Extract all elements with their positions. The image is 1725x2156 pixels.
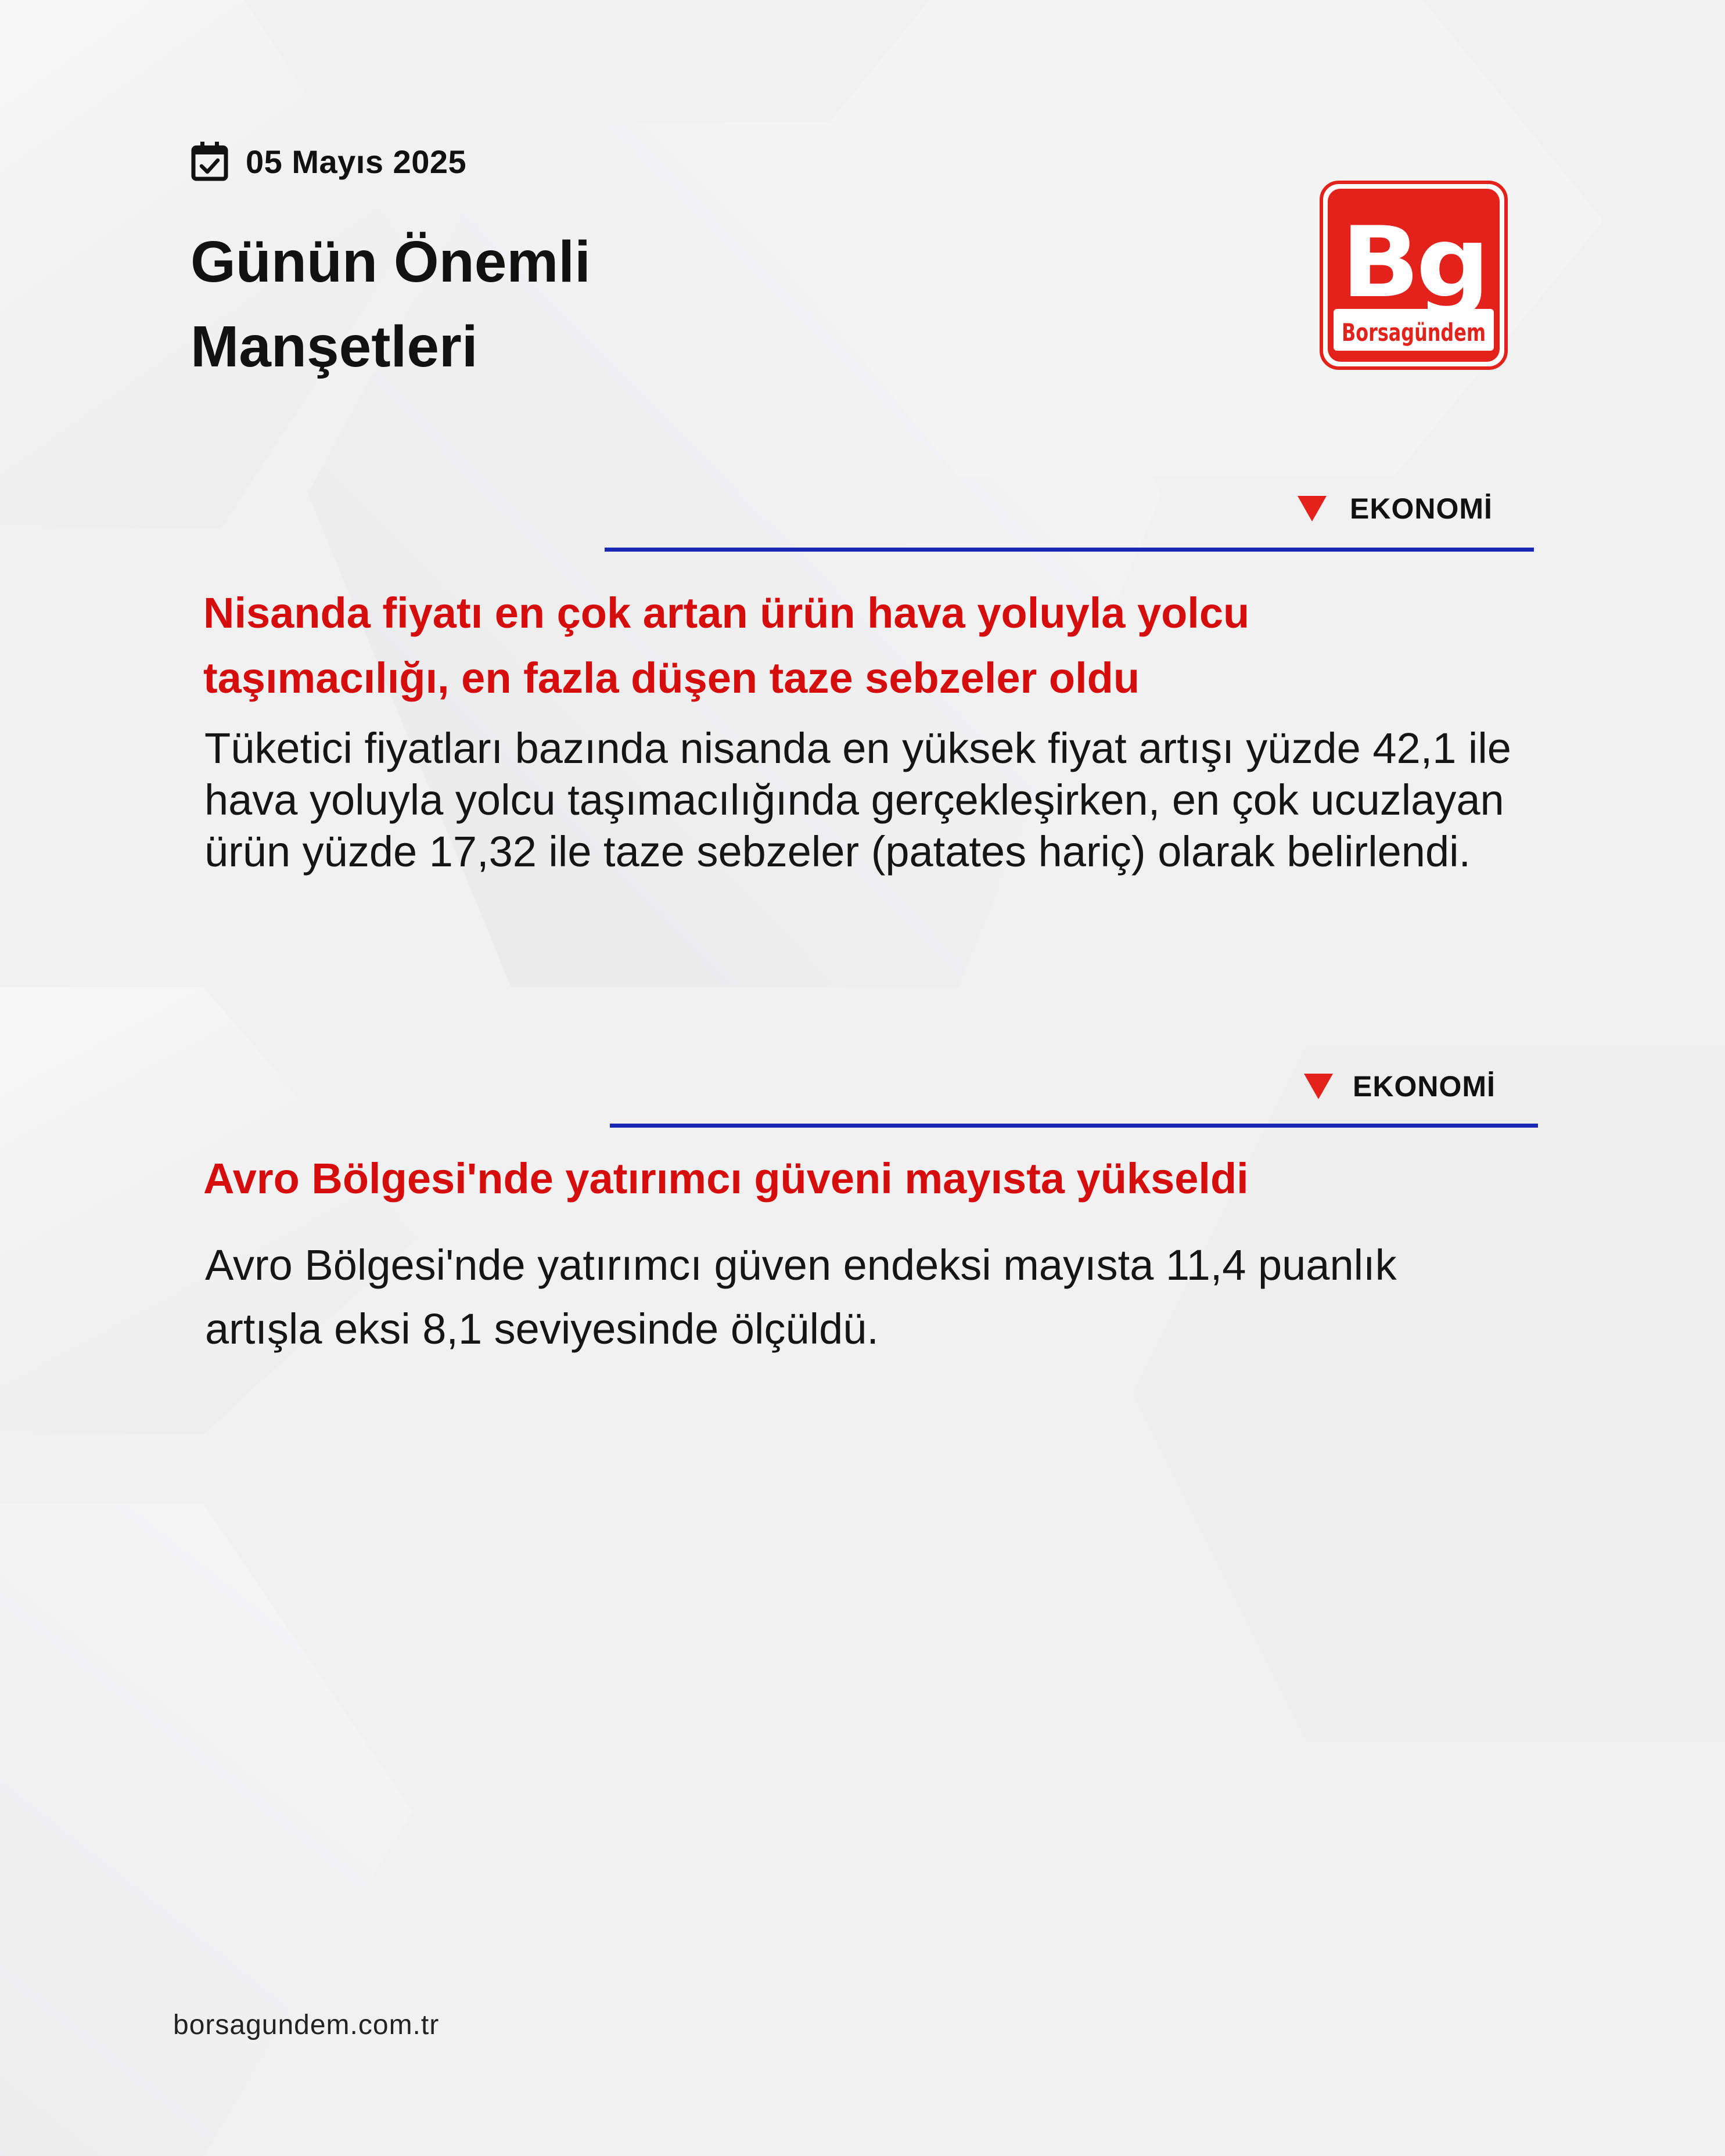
category-label: EKONOMİ	[1353, 1070, 1496, 1103]
summary: Tüketici fiyatları bazında nisanda en yüksek fiyat artışı yüzde 42,1 ile hava yoluyla yolcu taşımacılığında gerçekleşirken, en çok ucuzlayan ürün yüzde 17,32 ile taze sebzeler (patates hariç) olarak belirlendi.	[204, 724, 1511, 876]
headline[interactable]: Avro Bölgesi'nde yatırımcı güveni mayısta yükseldi	[203, 1154, 1249, 1203]
website-link[interactable]: borsagundem.com.tr	[173, 2010, 440, 2040]
category-tag	[1298, 492, 1493, 525]
svg-text:Borsagündem: Borsagündem	[1342, 318, 1486, 347]
category-label: EKONOMİ	[1350, 492, 1493, 525]
category-tag	[1304, 1070, 1496, 1103]
page-title: Günün Önemli Manşetleri	[191, 229, 591, 379]
calendar-check-icon	[190, 141, 229, 182]
headline[interactable]: Nisanda fiyatı en çok artan ürün hava yoluyla yolcu taşımacılığı, en fazla düşen taze sebzeler oldu	[203, 589, 1250, 702]
borsagundem-logo	[1319, 180, 1508, 370]
triangle-down-icon	[1298, 496, 1327, 521]
section-divider	[605, 548, 1534, 552]
triangle-down-icon	[1304, 1074, 1333, 1099]
svg-text:Bg: Bg	[1341, 206, 1486, 319]
date-row	[190, 139, 466, 183]
section-divider	[610, 1124, 1538, 1128]
summary: Avro Bölgesi'nde yatırımcı güven endeksi mayısta 11,4 puanlık artışla eksi 8,1 seviyesinde ölçüldü.	[205, 1241, 1397, 1353]
date-label: 05 Mayıs 2025	[246, 143, 467, 180]
